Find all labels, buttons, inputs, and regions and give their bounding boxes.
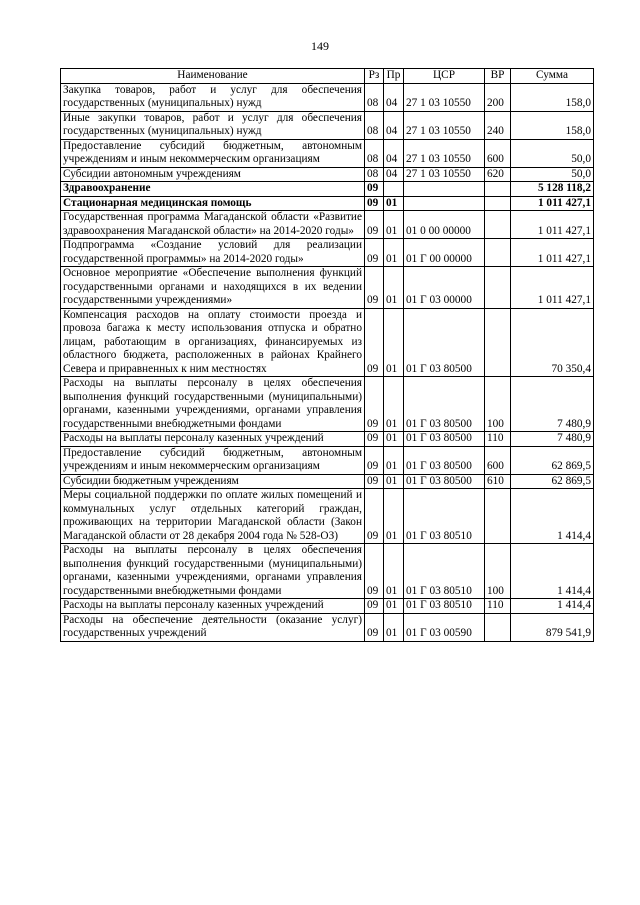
cell-vr	[485, 211, 511, 239]
cell-sum: 50,0	[511, 167, 594, 182]
cell-pr: 01	[384, 267, 404, 309]
cell-rz: 09	[365, 489, 384, 544]
cell-sum: 62 869,5	[511, 446, 594, 474]
cell-vr: 610	[485, 474, 511, 489]
cell-csr: 01 Г 00 00000	[404, 239, 485, 267]
cell-rz: 09	[365, 474, 384, 489]
cell-rz: 09	[365, 267, 384, 309]
cell-pr: 01	[384, 211, 404, 239]
table-row	[61, 111, 594, 139]
cell-name: Субсидии бюджетным учреждениям	[61, 474, 365, 489]
cell-pr: 01	[384, 196, 404, 211]
cell-pr: 04	[384, 167, 404, 182]
budget-table	[60, 68, 594, 642]
cell-pr: 01	[384, 377, 404, 432]
cell-sum: 158,0	[511, 111, 594, 139]
cell-rz: 09	[365, 446, 384, 474]
cell-pr: 04	[384, 139, 404, 167]
cell-name: Иные закупки товаров, работ и услуг для обеспечения государственных (муниципальных) нужд	[61, 111, 365, 139]
cell-name: Расходы на выплаты персоналу в целях обеспечения выполнения функций государственными (муниципальными) органами, казенными учреждениями, органами управления государственными внебюджетными фондами	[61, 377, 365, 432]
table-row	[61, 211, 594, 239]
cell-rz: 09	[365, 239, 384, 267]
cell-name: Основное мероприятие «Обеспечение выполнения функций государственными органами и находящихся в их ведении государственными учреждениями»	[61, 267, 365, 309]
cell-vr	[485, 196, 511, 211]
cell-vr: 110	[485, 432, 511, 447]
table-row	[61, 239, 594, 267]
cell-pr: 01	[384, 544, 404, 599]
cell-pr: 04	[384, 111, 404, 139]
cell-rz: 08	[365, 167, 384, 182]
cell-csr: 27 1 03 10550	[404, 111, 485, 139]
table-row	[61, 489, 594, 544]
cell-sum: 62 869,5	[511, 474, 594, 489]
cell-name: Закупка товаров, работ и услуг для обеспечения государственных (муниципальных) нужд	[61, 83, 365, 111]
cell-vr	[485, 239, 511, 267]
cell-pr: 01	[384, 489, 404, 544]
cell-sum: 1 011 427,1	[511, 196, 594, 211]
table-row	[61, 377, 594, 432]
header-pr: Пр	[384, 69, 404, 84]
cell-csr: 01 Г 03 80510	[404, 489, 485, 544]
cell-pr: 01	[384, 613, 404, 641]
cell-sum: 1 414,4	[511, 544, 594, 599]
cell-name: Подпрограмма «Создание условий для реализации государственной программы» на 2014-2020 годы»	[61, 239, 365, 267]
table-row	[61, 544, 594, 599]
cell-vr: 620	[485, 167, 511, 182]
cell-name: Государственная программа Магаданской области «Развитие здравоохранения Магаданской области» на 2014-2020 годы»	[61, 211, 365, 239]
table-body	[61, 83, 594, 641]
cell-csr: 27 1 03 10550	[404, 139, 485, 167]
header-sum: Сумма	[511, 69, 594, 84]
cell-sum: 7 480,9	[511, 377, 594, 432]
table-row	[61, 308, 594, 377]
cell-sum: 1 414,4	[511, 489, 594, 544]
cell-csr: 01 Г 03 80510	[404, 599, 485, 614]
table-row	[61, 432, 594, 447]
cell-pr	[384, 182, 404, 197]
cell-sum: 1 011 427,1	[511, 211, 594, 239]
cell-csr: 01 Г 03 80500	[404, 377, 485, 432]
cell-sum: 70 350,4	[511, 308, 594, 377]
cell-name: Субсидии автономным учреждениям	[61, 167, 365, 182]
table-row	[61, 446, 594, 474]
cell-pr: 01	[384, 239, 404, 267]
table-row	[61, 267, 594, 309]
table-row	[61, 182, 594, 197]
cell-csr: 01 Г 03 80500	[404, 446, 485, 474]
cell-rz: 08	[365, 83, 384, 111]
cell-csr: 27 1 03 10550	[404, 167, 485, 182]
cell-csr: 01 Г 03 80500	[404, 474, 485, 489]
cell-rz: 09	[365, 377, 384, 432]
cell-sum: 7 480,9	[511, 432, 594, 447]
cell-rz: 09	[365, 211, 384, 239]
cell-csr: 27 1 03 10550	[404, 83, 485, 111]
table-row	[61, 83, 594, 111]
cell-name: Стационарная медицинская помощь	[61, 196, 365, 211]
cell-vr	[485, 613, 511, 641]
cell-vr	[485, 182, 511, 197]
cell-rz: 09	[365, 432, 384, 447]
cell-vr: 100	[485, 544, 511, 599]
cell-vr: 240	[485, 111, 511, 139]
cell-name: Расходы на выплаты персоналу казенных учреждений	[61, 432, 365, 447]
cell-rz: 08	[365, 139, 384, 167]
cell-name: Расходы на выплаты персоналу в целях обеспечения выполнения функций государственными (муниципальными) органами, казенными учреждениями, органами управления государственными внебюджетными фондами	[61, 544, 365, 599]
cell-rz: 08	[365, 111, 384, 139]
cell-sum: 879 541,9	[511, 613, 594, 641]
table-header-row	[61, 69, 594, 84]
table-row	[61, 599, 594, 614]
cell-csr: 01 0 00 00000	[404, 211, 485, 239]
page-number: 149	[311, 39, 329, 53]
cell-name: Предоставление субсидий бюджетным, автономным учреждениям и иным некоммерческим организациям	[61, 446, 365, 474]
cell-pr: 01	[384, 432, 404, 447]
cell-name: Расходы на обеспечение деятельности (оказание услуг) государственных учреждений	[61, 613, 365, 641]
cell-sum: 158,0	[511, 83, 594, 111]
table-row	[61, 474, 594, 489]
table-row	[61, 139, 594, 167]
cell-vr	[485, 267, 511, 309]
cell-vr: 100	[485, 377, 511, 432]
cell-name: Здравоохранение	[61, 182, 365, 197]
cell-pr: 01	[384, 308, 404, 377]
cell-csr: 01 Г 03 00000	[404, 267, 485, 309]
cell-rz: 09	[365, 613, 384, 641]
table-row	[61, 613, 594, 641]
header-csr: ЦСР	[404, 69, 485, 84]
header-name: Наименование	[61, 69, 365, 84]
cell-vr: 110	[485, 599, 511, 614]
cell-csr: 01 Г 03 80500	[404, 432, 485, 447]
cell-pr: 01	[384, 599, 404, 614]
cell-csr: 01 Г 03 80500	[404, 308, 485, 377]
cell-name: Предоставление субсидий бюджетным, автономным учреждениям и иным некоммерческим организациям	[61, 139, 365, 167]
cell-vr	[485, 489, 511, 544]
cell-pr: 01	[384, 474, 404, 489]
cell-csr	[404, 196, 485, 211]
header-vr: ВР	[485, 69, 511, 84]
cell-sum: 1 011 427,1	[511, 239, 594, 267]
cell-csr: 01 Г 03 80510	[404, 544, 485, 599]
cell-rz: 09	[365, 182, 384, 197]
cell-rz: 09	[365, 544, 384, 599]
cell-csr: 01 Г 03 00590	[404, 613, 485, 641]
cell-name: Расходы на выплаты персоналу казенных учреждений	[61, 599, 365, 614]
cell-vr: 600	[485, 139, 511, 167]
cell-sum: 1 011 427,1	[511, 267, 594, 309]
cell-name: Компенсация расходов на оплату стоимости проезда и провоза багажа к месту использования отпуска и обратно лицам, работающим в организациях, финансируемых из областного бюджета, расположенных в районах Крайнего Севера и приравненных к ним местностях	[61, 308, 365, 377]
cell-sum: 50,0	[511, 139, 594, 167]
cell-sum: 5 128 118,2	[511, 182, 594, 197]
cell-name: Меры социальной поддержки по оплате жилых помещений и коммунальных услуг отдельных категорий граждан, проживающих на территории Магаданской области (Закон Магаданской области от 28 декабря 2004 года № 528-ОЗ)	[61, 489, 365, 544]
table-row	[61, 167, 594, 182]
cell-rz: 09	[365, 196, 384, 211]
cell-pr: 01	[384, 446, 404, 474]
table-row	[61, 196, 594, 211]
cell-sum: 1 414,4	[511, 599, 594, 614]
cell-rz: 09	[365, 308, 384, 377]
cell-vr: 200	[485, 83, 511, 111]
cell-csr	[404, 182, 485, 197]
cell-rz: 09	[365, 599, 384, 614]
cell-vr: 600	[485, 446, 511, 474]
cell-pr: 04	[384, 83, 404, 111]
cell-vr	[485, 308, 511, 377]
header-rz: Рз	[365, 69, 384, 84]
